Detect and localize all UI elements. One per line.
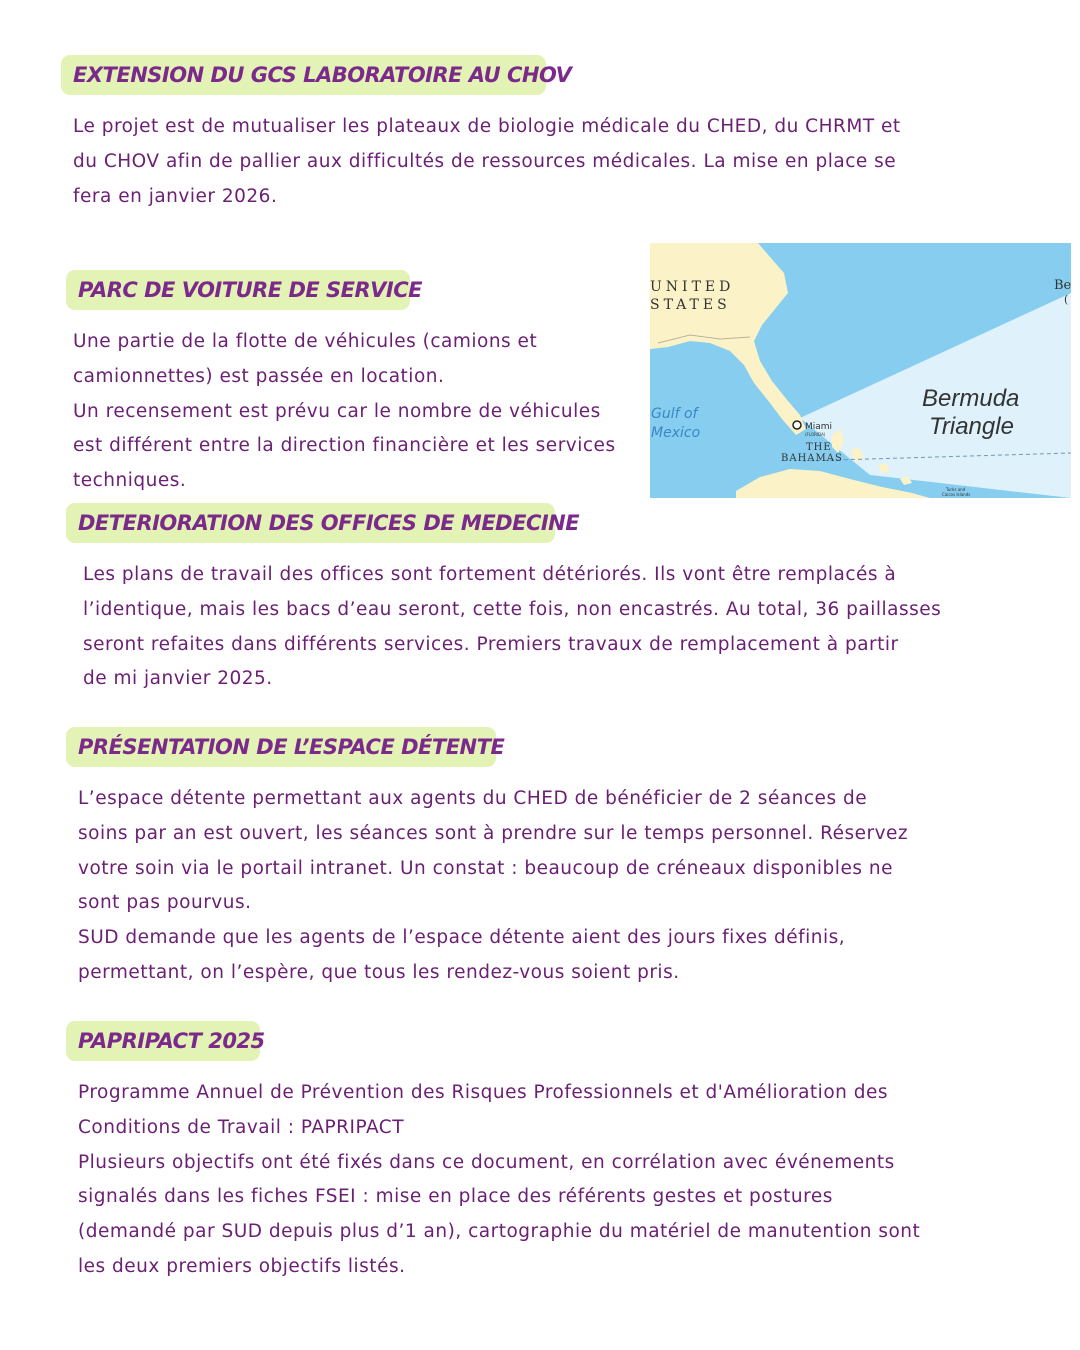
map-label-miami: Miami bbox=[805, 422, 833, 432]
map-label-united: UNITED bbox=[650, 279, 735, 295]
map-label-turks: Turks and bbox=[946, 487, 966, 492]
map-label-bermuda-edge: Be bbox=[1054, 278, 1071, 293]
miami-marker-icon bbox=[793, 421, 801, 429]
section-heading-parc-voiture: PARC DE VOITURE DE SERVICE bbox=[66, 270, 410, 310]
section-text-papripact: Programme Annuel de Prévention des Risques Professionnels et d'Amélioration des Conditions de Travail : PAPRIPACT Plusieurs objectifs ont été fixés dans ce document, en corrélation avec événements signalés dans les fiches FSEI : mise en place des référents gestes et postures (demandé par SUD depuis plus d’1 an), cartographie du matériel de manutention sont les deux premiers objectifs listés. bbox=[78, 1082, 921, 1277]
section-heading-espace-detente: PRÉSENTATION DE L’ESPACE DÉTENTE bbox=[66, 727, 496, 767]
section-text-parc-voiture: Une partie de la flotte de véhicules (camions et camionnettes) est passée en location. Un recensement est prévu car le nombre de véhicules est différent entre la direction financière et les services techniques. bbox=[73, 331, 616, 492]
map-label-states: STATES bbox=[650, 297, 731, 313]
map-label-caicos: Caicos Islands bbox=[942, 492, 971, 497]
map-label-bahamas: BAHAMAS bbox=[781, 453, 843, 464]
map-label-bermuda: Bermuda bbox=[922, 385, 1020, 412]
map-label-gulf-of: Gulf of bbox=[651, 406, 698, 422]
map-label-bermuda-edge-2: ( bbox=[1064, 293, 1069, 306]
map-label-the: THE bbox=[806, 442, 832, 453]
map-label-florida: (FLORIDA) bbox=[805, 432, 826, 437]
section-text-offices-medecine: Les plans de travail des offices sont fortement détériorés. Ils vont être remplacés à l’identique, mais les bacs d’eau seront, cette fois, non encastrés. Au total, 36 paillasses seront refaites dans différents services. Premiers travaux de remplacement à partir de mi janvier 2025. bbox=[83, 564, 942, 690]
bermuda-triangle-map bbox=[650, 243, 1071, 498]
section-text-espace-detente: L’espace détente permettant aux agents du CHED de bénéficier de 2 séances de soins par an est ouvert, les séances sont à prendre sur le temps personnel. Réservez votre soin via le portail intranet. Un constat : beaucoup de créneaux disponibles ne sont pas pourvus. SUD demande que les agents de l’espace détente aient des jours fixes définis, permettant, on l’espère, que tous les rendez-vous soient pris. bbox=[78, 788, 909, 983]
map-label-triangle: Triangle bbox=[929, 413, 1014, 440]
section-heading-gcs-laboratoire: EXTENSION DU GCS LABORATOIRE AU CHOV bbox=[61, 55, 546, 95]
section-text-gcs-laboratoire: Le projet est de mutualiser les plateaux de biologie médicale du CHED, du CHRMT et du CHOV afin de pallier aux difficultés de ressources médicales. La mise en place se fera en janvier 2026. bbox=[73, 116, 901, 207]
section-heading-offices-medecine: DETERIORATION DES OFFICES DE MEDECINE bbox=[66, 503, 555, 543]
map-label-mexico: Mexico bbox=[651, 425, 701, 441]
section-heading-papripact: PAPRIPACT 2025 bbox=[66, 1021, 260, 1061]
